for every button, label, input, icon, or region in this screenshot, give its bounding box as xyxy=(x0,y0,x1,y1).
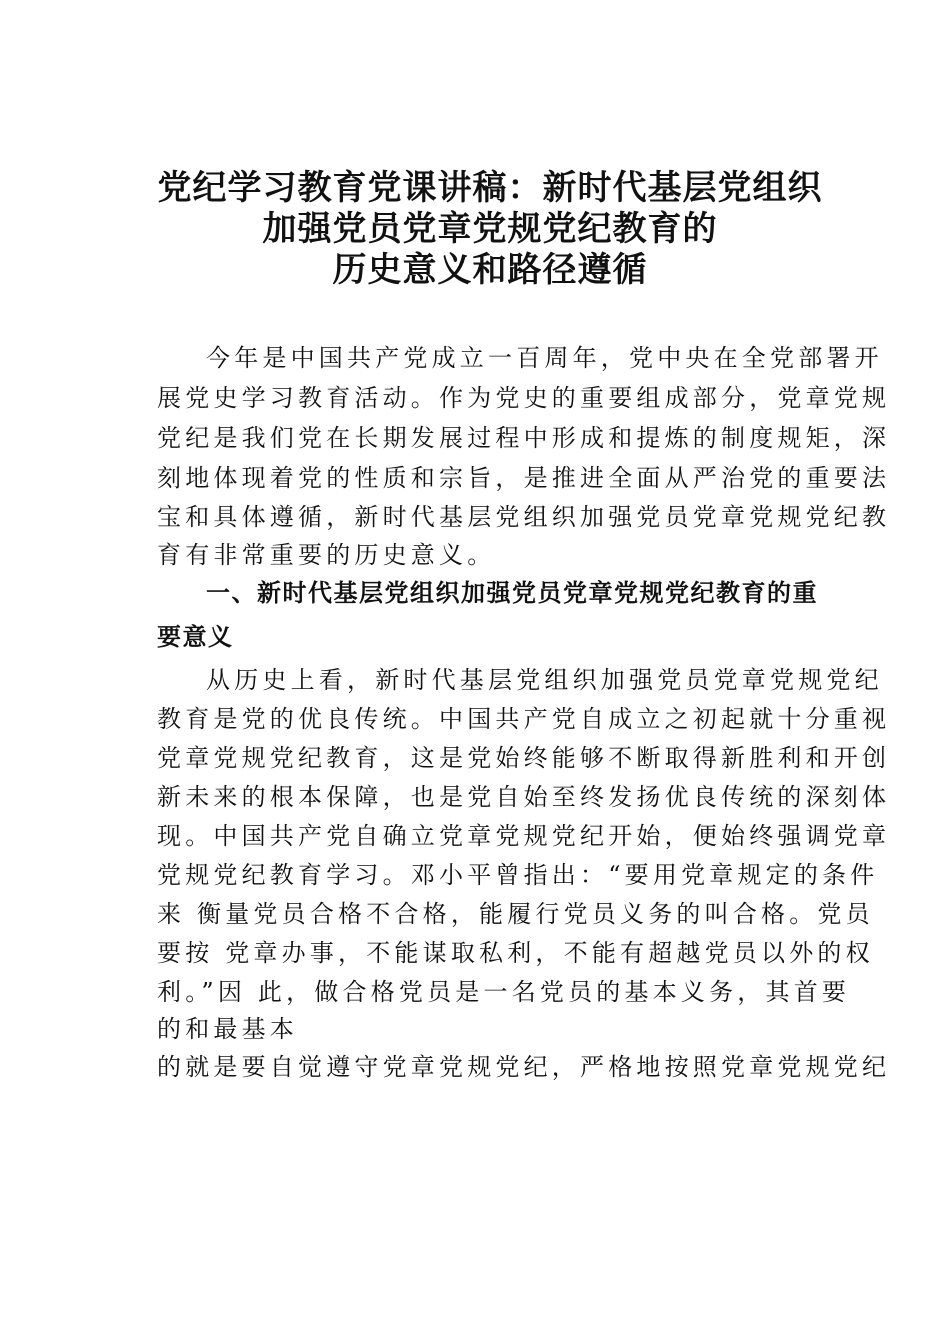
title-line-2: 加强党员党章党规党纪教育的 xyxy=(262,209,718,249)
body-line-9: 利。”因 此，做合格党员是一名党员的基本义务，其首要 xyxy=(157,978,851,1006)
body-line-10: 的和最基本 xyxy=(157,1015,298,1043)
body-line-6: 党规党纪教育学习。邓小平曾指出：“要用党章规定的条件 xyxy=(157,861,879,889)
section-heading-line-2: 要意义 xyxy=(157,623,234,651)
body-line-8: 要按 党章办事，不能谋取私利，不能有超越党员以外的权 xyxy=(157,939,874,967)
intro-line-1: 今年是中国共产党成立一百周年，党中央在全党部署开 xyxy=(206,344,883,372)
title-line-1: 党纪学习教育党课讲稿：新时代基层党组织 xyxy=(157,168,823,208)
body-line-11: 的就是要自觉遵守党章党规党纪，严格地按照党章党规党纪 xyxy=(157,1053,891,1081)
intro-line-6: 育有非常重要的历史意义。 xyxy=(157,541,496,569)
body-line-7: 来 衡量党员合格不合格，能履行党员义务的叫合格。党员 xyxy=(157,900,874,928)
intro-line-4: 刻地体现着党的性质和宗旨，是推进全面从严治党的重要法 xyxy=(157,464,891,492)
title-line-3: 历史意义和路径遵循 xyxy=(332,250,648,290)
intro-line-3: 党纪是我们党在长期发展过程中形成和提炼的制度规矩，深 xyxy=(157,424,891,452)
intro-line-5: 宝和具体遵循，新时代基层党组织加强党员党章党规党纪教 xyxy=(157,503,891,531)
body-line-3: 党章党规党纪教育，这是党始终能够不断取得新胜利和开创 xyxy=(157,744,891,772)
body-line-1: 从历史上看，新时代基层党组织加强党员党章党规党纪 xyxy=(206,666,883,694)
body-line-5: 现。中国共产党自确立党章党规党纪开始，便始终强调党章 xyxy=(157,822,891,850)
section-heading-line-1: 一、新时代基层党组织加强党员党章党规党纪教育的重 xyxy=(206,579,818,607)
intro-line-2: 展党史学习教育活动。作为党史的重要组成部分，党章党规 xyxy=(157,384,891,412)
body-line-2: 教育是党的优良传统。中国共产党自成立之初起就十分重视 xyxy=(157,705,891,733)
body-line-4: 新未来的根本保障，也是党自始至终发扬优良传统的深刻体 xyxy=(157,783,891,811)
